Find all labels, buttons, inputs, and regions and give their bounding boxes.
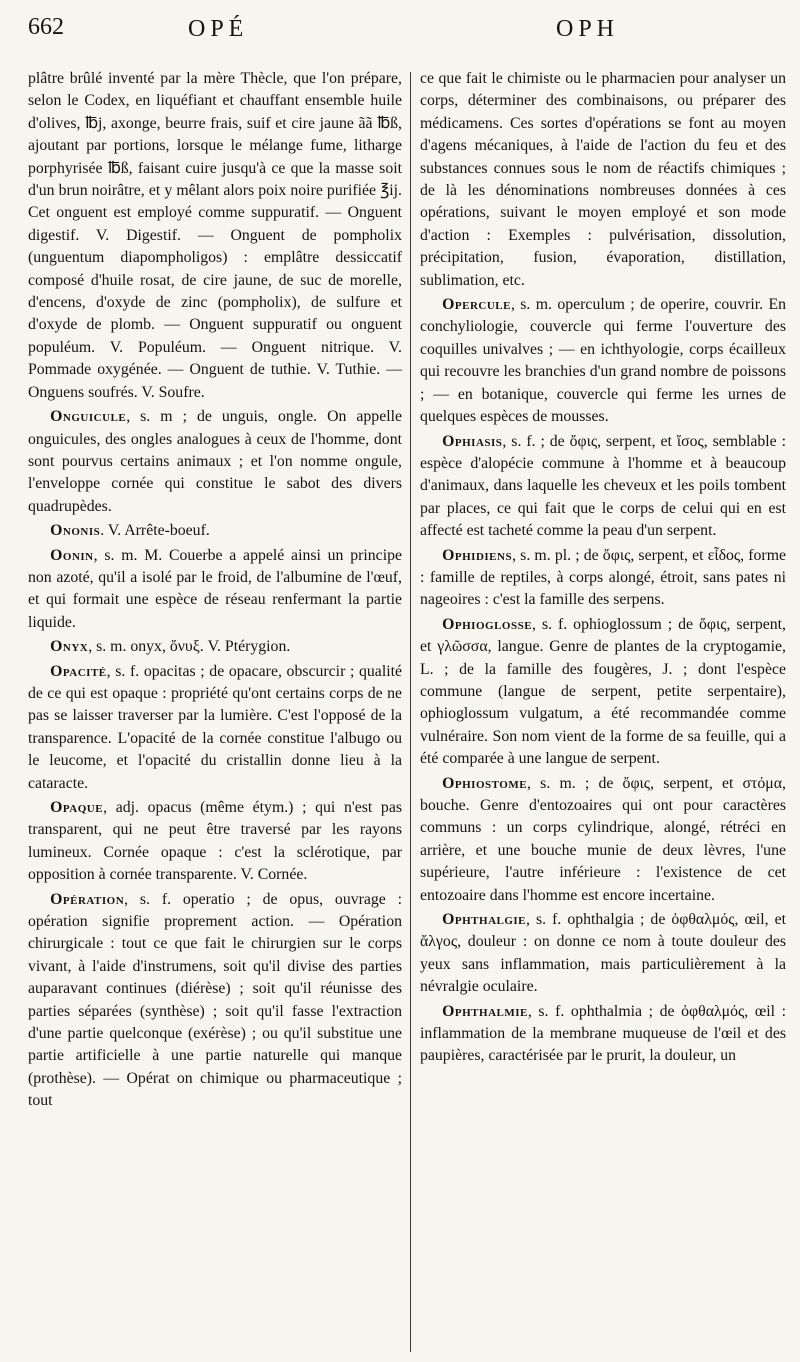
entry-onguent-continuation <box>28 68 402 404</box>
page-header <box>0 4 800 48</box>
entry-text: plâtre brûlé inventé par la mère Thècle, que l'on prépare, selon le Codex, en liquéfiant et chauffant ensemble huile d'olives, ℔j, axonge, beurre frais, suif et cire jaune ãã ℔ß, ajoutant par portions, lorsque le mélange fume, litharge porphyrisée ℔ß, faisant cuire jusqu'à ce que la masse soit d'un brun noirâtre, et y mêlant alors poix noire purifiée ℥ij. Cet onguent est employé comme suppuratif. — Onguent digestif. V. Digestif. — Onguent de pompholix (unguentum diapompholigos) : emplâtre dessiccatif composé d'huile rosat, de cire jaune, de suc de morelle, d'encens, d'oxyde de zinc (pompholix), de sulfure et d'oxyde de plomb. — Onguent suppuratif ou onguent populéum. V. Populéum. — Onguent nitrique. V. Pommade oxygénée. — Onguent de tuthie. V. Tuthie. — Onguens soufrés. V. Soufre. <box>28 70 402 401</box>
entry-text: ce que fait le chimiste ou le pharmacien pour analyser un corps, déterminer des combinaisons, ou préparer des médicamens. Ces sortes d'opérations se font au moyen d'agens mécaniques, à l'aide de l'action du feu et des substances connues sous le nom de réactifs chimiques ; de là les dénominations nombreuses données à ces opérations, suivant le moyen employé et son mode d'action : Exemples : pulvérisation, dissolution, précipitation, fusion, évaporation, distillation, sublimation, etc. <box>420 70 786 289</box>
entry-text: , s. m. operculum ; de operire, couvrir. En conchyliologie, couvercle qui ferme l'ouverture des coquilles univalves ; — en ichthyologie, corps écailleux qui recouvre les branchies d'un grand nombre de poissons ; — en botanique, couvercle qui ferme les urnes de quelques espèces de mousses. <box>420 296 786 426</box>
entry-text: , s. m. onyx, ὄνυξ. V. Ptérygion. <box>88 638 291 656</box>
entry-headword: Ophidiens <box>442 546 513 564</box>
entry-ophioglosse <box>420 614 786 771</box>
left-column <box>28 68 402 1115</box>
entry-ophthalgie <box>420 909 786 999</box>
entry-opacite <box>28 661 402 795</box>
entry-ononis <box>28 520 402 542</box>
entry-ophiostome <box>420 773 786 907</box>
entry-ophthalmie <box>420 1001 786 1068</box>
entry-text: , s. m. ; de ὄφις, serpent, et στόμα, bouche. Genre d'entozoaires qui ont pour caractères communs : un corps cylindrique, alongé, rétréci en arrière, et une bouche munie de deux lèvres, l'une supérieure, l'autre inférieure : l'existence de cet entozoaire dans l'homme est encore incertaine. <box>420 774 786 904</box>
entry-operation-continuation <box>420 68 786 292</box>
entry-headword: Onyx <box>50 638 89 656</box>
running-head-left: OPÉ <box>188 16 249 42</box>
entry-text: . V. Arrête-boeuf. <box>100 522 210 540</box>
entry-headword: Opacité <box>50 662 107 680</box>
entry-onyx <box>28 636 402 658</box>
entry-operation <box>28 889 402 1113</box>
entry-headword: Oonin <box>50 546 94 564</box>
entry-text: , adj. opacus (même étym.) ; qui n'est pas transparent, qui ne peut être traversé par les rayons lumineux. Cornée opaque : c'est la sclérotique, par opposition à cornée transparente. V. Cornée. <box>28 799 402 884</box>
entry-headword: Opercule <box>442 296 511 314</box>
entry-text: , s. f. ophthalmia ; de ὀφθαλμός, œil : inflammation de la membrane muqueuse de l'œil et des paupières, caractérisée par le prurit, la douleur, un <box>420 1002 786 1065</box>
entry-ophiasis <box>420 431 786 543</box>
entry-oonin <box>28 545 402 635</box>
page-number: 662 <box>28 14 64 40</box>
entry-headword: Ophiostome <box>442 774 528 792</box>
entry-onguicule <box>28 406 402 518</box>
entry-ophidiens <box>420 545 786 612</box>
entry-headword: Ophthalmie <box>442 1002 528 1020</box>
entry-headword: Ophthalgie <box>442 911 527 929</box>
entry-text: , s. f. ; de ὄφις, serpent, et ἴσος, semblable : espèce d'alopécie commune à l'homme et à beaucoup d'animaux, dans laquelle les cheveux et les poils tombent par places, ce qui fait que le corps de celui qui en est affecté est tacheté comme la peau d'un serpent. <box>420 432 786 540</box>
entry-headword: Opaque <box>50 799 104 816</box>
entry-text: , s. f. ophthalgia ; de ὀφθαλμός, œil, et ἄλγος, douleur : on donne ce nom à toute douleur des yeux sans inflammation, mais particulièrement à la névralgie oculaire. <box>420 911 786 996</box>
entry-text: , s. m. M. Couerbe a appelé ainsi un principe non azoté, qu'il a isolé par le froid, de l'albumine de l'œuf, et qui formait une espèce de réseau renfermant la partie liquide. <box>28 546 402 631</box>
column-divider <box>410 72 411 1352</box>
entry-text: , s. m ; de unguis, ongle. On appelle onguicules, des ongles analogues à ceux de l'homme, dont sont pourvus certains animaux ; et l'on nomme ongule, l'enveloppe cornée qui constitue le sabot des divers quadrupèdes. <box>28 408 402 515</box>
entry-text: , s. f. operatio ; de opus, ouvrage : opération signifie proprement action. — Opération chirurgicale : tout ce que fait le chirurgien sur le corps vivant, à l'aide d'instrumens, soit qu'il divise des parties auparavant continues (diérèse) ; soit qu'il réunisse des parties séparées (synthèse) ; soit qu'il fasse l'extraction d'une partie quelconque (exérèse) ; ou qu'il substitue une partie artificielle à une partie naturelle qui manque (prothèse). — Opérat on chimique ou pharmaceutique ; tout <box>28 890 402 1110</box>
running-head-right: OPH <box>556 16 620 42</box>
entry-headword: Ophiasis <box>442 432 503 450</box>
entry-headword: Opération <box>50 890 125 908</box>
entry-opercule <box>420 294 786 428</box>
entry-text: , s. f. ophioglossum ; de ὄφις, serpent, et γλῶσσα, langue. Genre de plantes de la cryptogamie, L. ; de la famille des fougères, J. ; dont l'espèce commune (langue de serpent, petite serpentaire), ophioglossum vulgatum, a été recommandée comme vulnéraire. Son nom vient de la forme de sa feuille, qui a été comparée à une langue de serpent. <box>420 615 786 768</box>
entry-headword: Ophioglosse <box>442 615 533 633</box>
right-column <box>420 68 786 1070</box>
entry-headword: Ononis <box>50 522 101 540</box>
entry-text: , s. f. opacitas ; de opacare, obscurcir ; qualité de ce qui est opaque : propriété qu'ont certains corps de ne pas se laisser traverser par la lumière. C'est l'opposé de la transparence. L'opacité de la cornée constitue l'albugo ou le leucome, et l'opacité du cristallin donne lieu à la cataracte. <box>28 662 402 792</box>
entry-text: , s. m. pl. ; de ὄφις, serpent, et εἶδος, forme : famille de reptiles, à corps alongé, étroit, sans pates ni nageoires : c'est la famille des serpens. <box>420 546 786 609</box>
entry-opaque <box>28 797 402 887</box>
entry-headword: Onguicule <box>50 408 127 426</box>
